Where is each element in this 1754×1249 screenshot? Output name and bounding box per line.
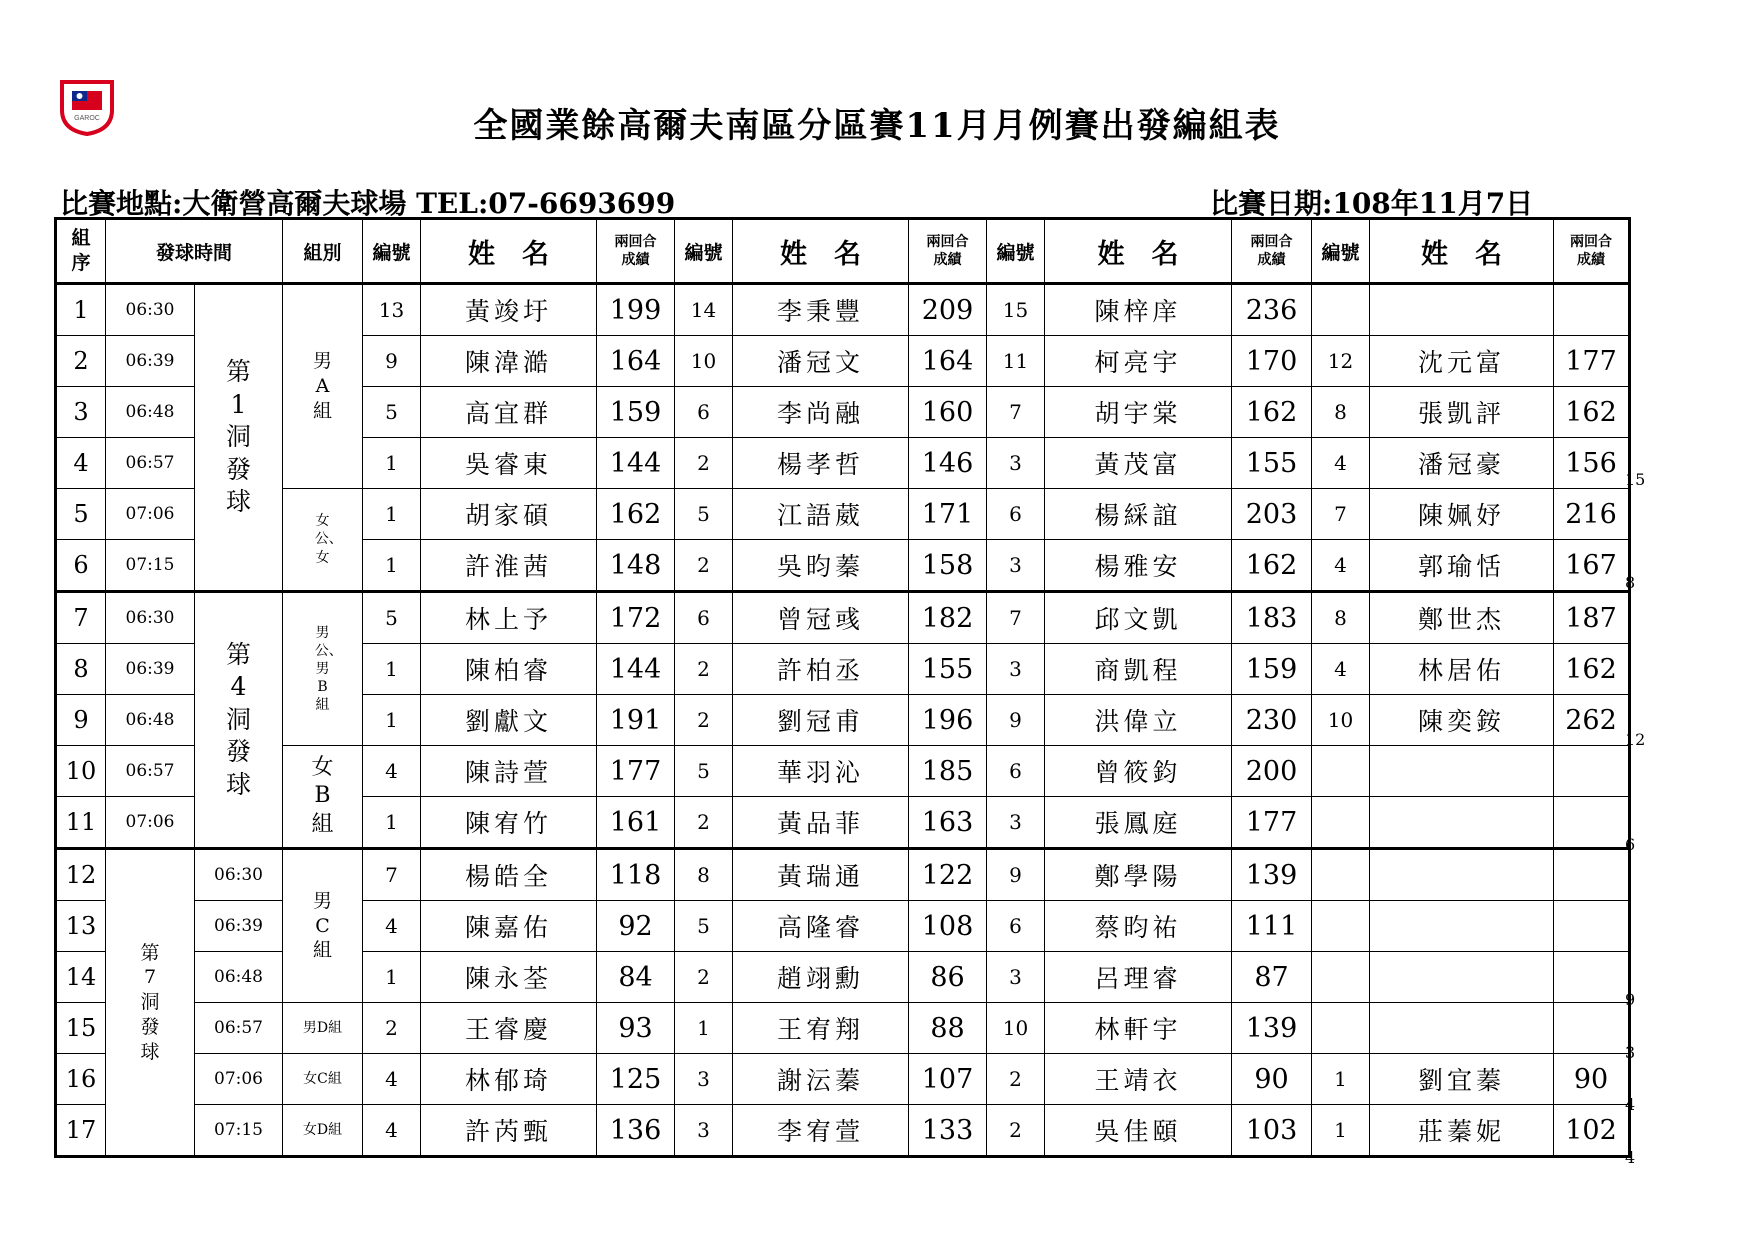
tee-time: 06:57 [106, 438, 195, 489]
player-name: 呂理睿 [1045, 952, 1232, 1003]
player-name: 謝沄蓁 [733, 1054, 909, 1105]
player-name: 鄭世杰 [1370, 592, 1554, 644]
player-name: 黃竣圩 [421, 284, 597, 336]
division-label-text: 男公、男B組 [314, 624, 343, 714]
player-name: 吳昀蓁 [733, 540, 909, 592]
player-score: 111 [1232, 901, 1312, 952]
player-score: 90 [1232, 1054, 1312, 1105]
group-seq: 16 [56, 1054, 106, 1105]
player-name: 潘冠文 [733, 336, 909, 387]
name-header: 姓 名 [1370, 219, 1554, 284]
player-score: 107 [909, 1054, 987, 1105]
player-score: 216 [1554, 489, 1630, 540]
player-number: 1 [363, 695, 421, 746]
side-count: 3 [1625, 1043, 1636, 1062]
player-number: 4 [363, 746, 421, 797]
player-number: 1 [675, 1003, 733, 1054]
player-score: 162 [1554, 644, 1630, 695]
group-seq: 3 [56, 387, 106, 438]
side-count: 12 [1625, 730, 1646, 749]
player-number: 8 [1312, 592, 1370, 644]
player-score: 177 [1232, 797, 1312, 849]
player-score: 236 [1232, 284, 1312, 336]
player-score: 177 [1554, 336, 1630, 387]
player-number: 2 [675, 952, 733, 1003]
side-count: 15 [1625, 470, 1646, 489]
num-header: 編號 [1312, 219, 1370, 284]
player-number: 12 [1312, 336, 1370, 387]
player-number: 8 [1312, 387, 1370, 438]
table-row [56, 1003, 1630, 1054]
player-score: 203 [1232, 489, 1312, 540]
group-seq: 13 [56, 901, 106, 952]
player-score: 182 [909, 592, 987, 644]
player-score: 156 [1554, 438, 1630, 489]
player-number: 1 [363, 540, 421, 592]
player-name [1370, 952, 1554, 1003]
player-number: 3 [987, 644, 1045, 695]
tee-time: 07:15 [195, 1105, 283, 1157]
player-number: 9 [987, 695, 1045, 746]
player-score: 133 [909, 1105, 987, 1157]
player-score: 92 [597, 901, 675, 952]
group-seq: 5 [56, 489, 106, 540]
player-name: 王宥翔 [733, 1003, 909, 1054]
player-number: 3 [987, 952, 1045, 1003]
player-name: 蔡昀祐 [1045, 901, 1232, 952]
player-number: 11 [987, 336, 1045, 387]
player-name: 李宥萱 [733, 1105, 909, 1157]
side-count: 9 [1625, 990, 1636, 1009]
player-score: 199 [597, 284, 675, 336]
player-name: 李尚融 [733, 387, 909, 438]
player-name [1370, 746, 1554, 797]
player-number: 2 [675, 438, 733, 489]
player-number: 7 [987, 592, 1045, 644]
group-seq: 6 [56, 540, 106, 592]
player-score: 155 [1232, 438, 1312, 489]
player-score: 139 [1232, 1003, 1312, 1054]
player-score: 136 [597, 1105, 675, 1157]
player-score: 139 [1232, 849, 1312, 901]
tee-time: 06:39 [106, 644, 195, 695]
player-number: 8 [675, 849, 733, 901]
player-number: 6 [987, 489, 1045, 540]
player-number: 14 [675, 284, 733, 336]
player-number: 4 [363, 1054, 421, 1105]
player-name: 劉獻文 [421, 695, 597, 746]
score-header: 兩回合成績 [1554, 219, 1630, 284]
division-label-text: 女B組 [311, 754, 334, 837]
player-number: 1 [363, 489, 421, 540]
player-number: 2 [675, 644, 733, 695]
num-header: 編號 [363, 219, 421, 284]
player-number: 7 [363, 849, 421, 901]
division-label-text: 女公、女 [314, 513, 343, 566]
player-name: 洪偉立 [1045, 695, 1232, 746]
player-number: 3 [987, 438, 1045, 489]
player-score: 230 [1232, 695, 1312, 746]
group-seq: 2 [56, 336, 106, 387]
player-number: 1 [363, 797, 421, 849]
player-score: 162 [1232, 540, 1312, 592]
player-number [1312, 746, 1370, 797]
side-count: 4 [1625, 1148, 1636, 1167]
player-name: 吳佳頤 [1045, 1105, 1232, 1157]
player-score [1554, 1003, 1630, 1054]
player-score [1554, 746, 1630, 797]
hole-label-text: 第4洞發球 [225, 639, 251, 799]
player-score: 164 [909, 336, 987, 387]
tee-time: 06:30 [106, 284, 195, 336]
player-name: 高隆睿 [733, 901, 909, 952]
player-score: 183 [1232, 592, 1312, 644]
player-name: 趙翊勳 [733, 952, 909, 1003]
group-seq: 12 [56, 849, 106, 901]
player-name: 李秉豐 [733, 284, 909, 336]
player-name: 陳永荃 [421, 952, 597, 1003]
table-row [56, 592, 1630, 644]
player-score: 191 [597, 695, 675, 746]
score-header: 兩回合成績 [597, 219, 675, 284]
player-name: 陳宥竹 [421, 797, 597, 849]
player-score: 144 [597, 438, 675, 489]
player-name: 陳湋澔 [421, 336, 597, 387]
num-header: 編號 [675, 219, 733, 284]
header-row [56, 219, 1630, 284]
group-seq: 10 [56, 746, 106, 797]
player-score: 148 [597, 540, 675, 592]
player-name: 胡宇棠 [1045, 387, 1232, 438]
player-score: 103 [1232, 1105, 1312, 1157]
tee-time: 06:30 [195, 849, 283, 901]
player-number: 3 [987, 797, 1045, 849]
player-score: 93 [597, 1003, 675, 1054]
player-number: 6 [675, 387, 733, 438]
group-seq: 4 [56, 438, 106, 489]
player-number: 10 [675, 336, 733, 387]
hole-label-text: 第7洞發球 [140, 941, 160, 1063]
tee-time: 07:06 [106, 797, 195, 849]
player-number: 2 [987, 1054, 1045, 1105]
name-header: 姓 名 [421, 219, 597, 284]
player-name: 黃瑞通 [733, 849, 909, 901]
player-number: 4 [363, 1105, 421, 1157]
player-name: 王睿慶 [421, 1003, 597, 1054]
player-name: 柯亮宇 [1045, 336, 1232, 387]
player-number: 3 [987, 540, 1045, 592]
player-number [1312, 849, 1370, 901]
player-score: 162 [597, 489, 675, 540]
player-number: 6 [987, 746, 1045, 797]
player-number: 1 [363, 438, 421, 489]
side-count: 6 [1625, 835, 1636, 854]
tee-time: 06:39 [106, 336, 195, 387]
player-name: 許柏丞 [733, 644, 909, 695]
player-name: 華羽沁 [733, 746, 909, 797]
table-row [56, 284, 1630, 336]
player-number: 4 [363, 901, 421, 952]
player-name: 曾冠彧 [733, 592, 909, 644]
player-name: 林郁琦 [421, 1054, 597, 1105]
group-seq: 1 [56, 284, 106, 336]
player-score: 163 [909, 797, 987, 849]
player-name: 陳詩萱 [421, 746, 597, 797]
tee-time: 06:57 [195, 1003, 283, 1054]
date-label: 比賽日期:108年11月7日 [1210, 187, 1534, 220]
group-seq: 11 [56, 797, 106, 849]
player-number: 13 [363, 284, 421, 336]
player-name: 楊孝哲 [733, 438, 909, 489]
player-name: 鄭學陽 [1045, 849, 1232, 901]
player-score [1554, 284, 1630, 336]
player-name: 林上予 [421, 592, 597, 644]
player-number: 4 [1312, 540, 1370, 592]
group-seq: 14 [56, 952, 106, 1003]
table-row [56, 1105, 1630, 1157]
player-score: 86 [909, 952, 987, 1003]
svg-text:GAROC: GAROC [74, 115, 100, 122]
player-name: 黃茂富 [1045, 438, 1232, 489]
division-label [283, 849, 363, 1003]
player-score: 122 [909, 849, 987, 901]
tee-time: 06:48 [106, 387, 195, 438]
player-score: 159 [1232, 644, 1312, 695]
hole-label [195, 284, 283, 592]
player-score: 177 [597, 746, 675, 797]
score-header: 兩回合成績 [1232, 219, 1312, 284]
player-name [1370, 1003, 1554, 1054]
division-label: 男D組 [283, 1003, 363, 1054]
player-score [1554, 849, 1630, 901]
player-name: 邱文凱 [1045, 592, 1232, 644]
division-label-text: 男A組 [312, 350, 332, 422]
player-score: 155 [909, 644, 987, 695]
hole-label [106, 849, 195, 1157]
player-score: 209 [909, 284, 987, 336]
player-number: 5 [675, 746, 733, 797]
hole-label-text: 第1洞發球 [225, 357, 251, 517]
player-score: 84 [597, 952, 675, 1003]
player-number: 5 [675, 489, 733, 540]
player-name: 沈元富 [1370, 336, 1554, 387]
player-score: 171 [909, 489, 987, 540]
group-seq: 15 [56, 1003, 106, 1054]
player-number [1312, 284, 1370, 336]
player-score: 144 [597, 644, 675, 695]
player-number: 9 [987, 849, 1045, 901]
player-name [1370, 901, 1554, 952]
division-label-text: 男C組 [312, 889, 332, 962]
player-name: 張凱評 [1370, 387, 1554, 438]
player-score: 88 [909, 1003, 987, 1054]
player-name: 劉冠甫 [733, 695, 909, 746]
group-seq: 17 [56, 1105, 106, 1157]
table-row [56, 489, 1630, 540]
player-score: 185 [909, 746, 987, 797]
player-name: 潘冠豪 [1370, 438, 1554, 489]
player-score: 146 [909, 438, 987, 489]
player-number: 2 [363, 1003, 421, 1054]
player-number: 2 [675, 540, 733, 592]
group-seq: 8 [56, 644, 106, 695]
player-name [1370, 284, 1554, 336]
player-score: 161 [597, 797, 675, 849]
player-score: 172 [597, 592, 675, 644]
player-name: 楊皓全 [421, 849, 597, 901]
group-seq: 7 [56, 592, 106, 644]
player-name: 王靖衣 [1045, 1054, 1232, 1105]
player-name: 林軒宇 [1045, 1003, 1232, 1054]
player-score: 196 [909, 695, 987, 746]
player-number: 1 [363, 952, 421, 1003]
name-header: 姓 名 [1045, 219, 1232, 284]
player-number [1312, 901, 1370, 952]
player-score: 164 [597, 336, 675, 387]
player-name: 黃品菲 [733, 797, 909, 849]
player-score: 170 [1232, 336, 1312, 387]
player-score: 162 [1554, 387, 1630, 438]
player-number: 15 [987, 284, 1045, 336]
player-score [1554, 797, 1630, 849]
player-number: 9 [363, 336, 421, 387]
player-number: 2 [675, 797, 733, 849]
player-score: 90 [1554, 1054, 1630, 1105]
player-score: 87 [1232, 952, 1312, 1003]
player-name: 陳姵妤 [1370, 489, 1554, 540]
player-score: 125 [597, 1054, 675, 1105]
player-name: 許芮甄 [421, 1105, 597, 1157]
player-name: 許淮茜 [421, 540, 597, 592]
player-name: 郭瑜恬 [1370, 540, 1554, 592]
player-name: 陳柏睿 [421, 644, 597, 695]
player-number: 6 [987, 901, 1045, 952]
player-number: 5 [363, 592, 421, 644]
player-name: 陳嘉佑 [421, 901, 597, 952]
player-number: 10 [987, 1003, 1045, 1054]
tee-time: 06:30 [106, 592, 195, 644]
player-name: 楊雅安 [1045, 540, 1232, 592]
player-name [1370, 797, 1554, 849]
tee-time: 06:48 [106, 695, 195, 746]
player-number: 4 [1312, 644, 1370, 695]
player-number: 7 [1312, 489, 1370, 540]
venue-label: 比賽地點:大衛營高爾夫球場 TEL:07-6693699 [60, 187, 676, 220]
name-header: 姓 名 [733, 219, 909, 284]
player-name: 張鳳庭 [1045, 797, 1232, 849]
time-header: 發球時間 [106, 219, 283, 284]
player-score: 167 [1554, 540, 1630, 592]
player-number [1312, 797, 1370, 849]
player-number: 2 [987, 1105, 1045, 1157]
tee-time: 07:15 [106, 540, 195, 592]
player-score: 158 [909, 540, 987, 592]
player-score [1554, 901, 1630, 952]
player-number: 3 [675, 1105, 733, 1157]
division-label [283, 592, 363, 746]
tee-time: 06:48 [195, 952, 283, 1003]
division-label [283, 489, 363, 592]
player-number [1312, 1003, 1370, 1054]
tee-time: 06:57 [106, 746, 195, 797]
player-score: 162 [1232, 387, 1312, 438]
player-number: 1 [1312, 1105, 1370, 1157]
player-score: 160 [909, 387, 987, 438]
player-number: 6 [675, 592, 733, 644]
player-score [1554, 952, 1630, 1003]
player-name: 莊蓁妮 [1370, 1105, 1554, 1157]
division-label [283, 746, 363, 849]
player-number [1312, 952, 1370, 1003]
player-name: 商凱程 [1045, 644, 1232, 695]
page-title: 全國業餘高爾夫南區分區賽11月月例賽出發編組表 [473, 106, 1281, 146]
group-seq: 9 [56, 695, 106, 746]
player-number: 1 [1312, 1054, 1370, 1105]
player-name: 陳奕銨 [1370, 695, 1554, 746]
side-count: 4 [1625, 1095, 1636, 1114]
player-score: 108 [909, 901, 987, 952]
player-name: 高宜群 [421, 387, 597, 438]
player-number: 4 [1312, 438, 1370, 489]
tee-time: 06:39 [195, 901, 283, 952]
num-header: 編號 [987, 219, 1045, 284]
tee-time-table [54, 217, 1631, 1158]
tee-time: 07:06 [195, 1054, 283, 1105]
side-count: 8 [1625, 573, 1636, 592]
table-row [56, 1054, 1630, 1105]
division-label [283, 284, 363, 489]
player-name: 楊綵誼 [1045, 489, 1232, 540]
player-name: 江語葳 [733, 489, 909, 540]
player-number: 7 [987, 387, 1045, 438]
seq-header: 組序 [56, 219, 106, 284]
player-name: 林居佑 [1370, 644, 1554, 695]
division-label: 女C組 [283, 1054, 363, 1105]
player-name [1370, 849, 1554, 901]
player-name: 陳梓庠 [1045, 284, 1232, 336]
player-name: 胡家碩 [421, 489, 597, 540]
tee-time: 07:06 [106, 489, 195, 540]
table-row [56, 849, 1630, 901]
player-name: 劉宜蓁 [1370, 1054, 1554, 1105]
player-score: 200 [1232, 746, 1312, 797]
player-number: 5 [675, 901, 733, 952]
player-score: 102 [1554, 1105, 1630, 1157]
player-number: 2 [675, 695, 733, 746]
player-number: 3 [675, 1054, 733, 1105]
player-number: 10 [1312, 695, 1370, 746]
player-number: 1 [363, 644, 421, 695]
player-name: 曾筱鈞 [1045, 746, 1232, 797]
player-name: 吳睿東 [421, 438, 597, 489]
player-score: 262 [1554, 695, 1630, 746]
division-label: 女D組 [283, 1105, 363, 1157]
hole-label [195, 592, 283, 849]
score-header: 兩回合成績 [909, 219, 987, 284]
group-header: 組別 [283, 219, 363, 284]
player-number: 5 [363, 387, 421, 438]
table-row [56, 746, 1630, 797]
player-score: 159 [597, 387, 675, 438]
player-score: 187 [1554, 592, 1630, 644]
player-score: 118 [597, 849, 675, 901]
